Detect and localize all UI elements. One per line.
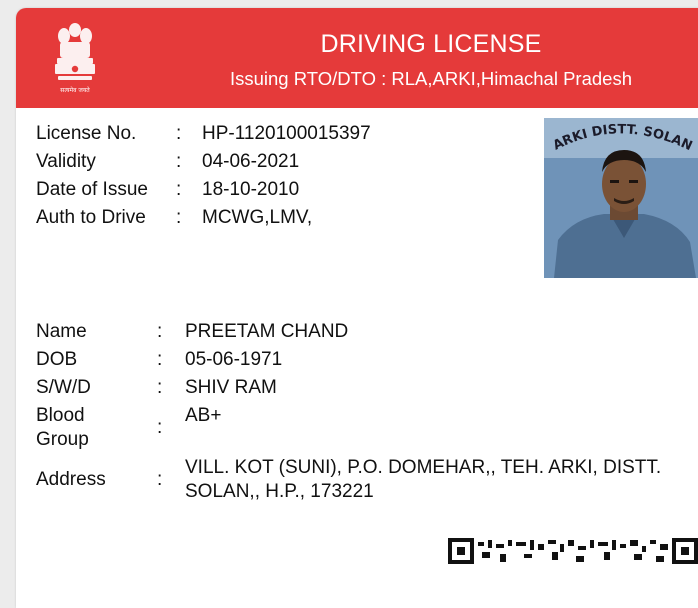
issue-date-label: Date of Issue	[36, 179, 148, 200]
auth-to-drive-label: Auth to Drive	[36, 207, 146, 228]
card-header	[16, 8, 698, 108]
document-title: DRIVING LICENSE	[320, 30, 542, 58]
validity-label: Validity	[36, 151, 96, 172]
national-emblem-icon	[52, 20, 98, 98]
address-line-2: SOLAN,, H.P., 173221	[185, 481, 374, 502]
dob-label: DOB	[36, 349, 78, 370]
separator: :	[157, 349, 163, 370]
swd-label: S/W/D	[36, 377, 91, 398]
separator: :	[157, 377, 163, 398]
address-line-1: VILL. KOT (SUNI), P.O. DOMEHAR,, TEH. ARKI, DISTT.	[185, 457, 662, 478]
blood-group-label-line2: Group	[36, 429, 89, 450]
separator: :	[157, 321, 163, 342]
name-label: Name	[36, 321, 87, 342]
dob-value: 05-06-1971	[185, 349, 283, 370]
separator: :	[176, 207, 182, 228]
license-no-value: HP-1120100015397	[202, 123, 371, 144]
blood-group-label-line1: Blood	[36, 405, 85, 426]
issue-date-value: 18-10-2010	[202, 179, 300, 200]
license-no-label: License No.	[36, 123, 137, 144]
name-value: PREETAM CHAND	[185, 321, 349, 342]
emblem-caption: सत्यमेव जयते	[60, 87, 90, 94]
blood-group-value: AB+	[185, 405, 222, 426]
separator: :	[157, 417, 163, 438]
qr-code-icon	[448, 538, 698, 568]
swd-value: SHIV RAM	[185, 377, 277, 398]
separator: :	[176, 151, 182, 172]
photo-stamp-text: ARKI DISTT. SOLAN	[550, 122, 695, 155]
validity-value: 04-06-2021	[202, 151, 300, 172]
holder-photo	[544, 118, 698, 278]
separator: :	[176, 123, 182, 144]
separator: :	[157, 469, 163, 490]
license-card	[16, 8, 698, 608]
address-label: Address	[36, 469, 106, 490]
issuing-authority: Issuing RTO/DTO : RLA,ARKI,Himachal Pradesh	[229, 68, 632, 89]
auth-to-drive-value: MCWG,LMV,	[202, 207, 313, 228]
separator: :	[176, 179, 182, 200]
